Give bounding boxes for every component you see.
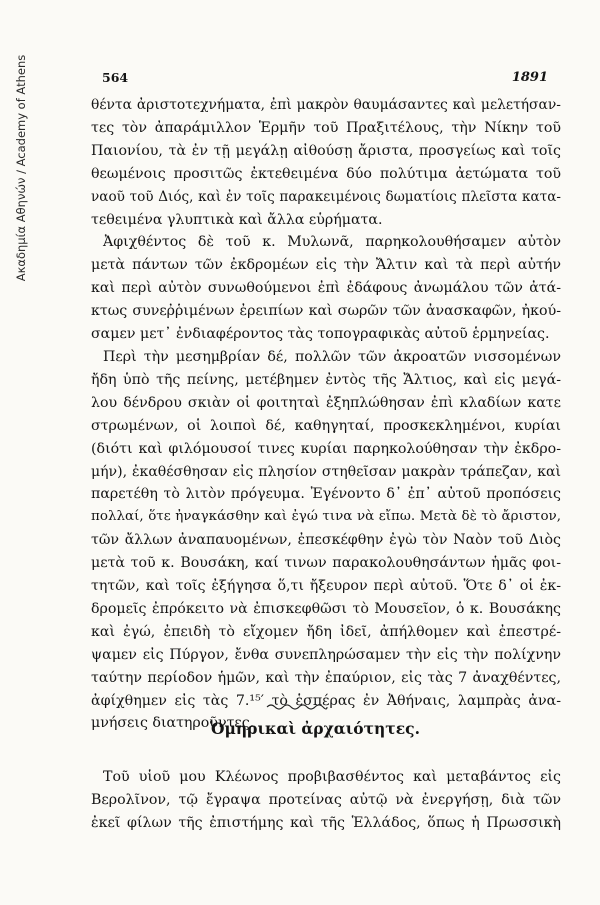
text-line: ἐκεῖ φίλων τῆς ἐπιστήμης καὶ τῆς Ἑλλάδος, ὅπως ἡ Πρωσσικὴ (91, 814, 561, 831)
text-line: θέντα ἀριστοτεχνήματα, ἐπὶ μακρὸν θαυμάσαντες καὶ μελετήσαν- (91, 97, 561, 113)
text-line: θεωμένοις προσιτῶς ἐκτεθειμένα δύο πολύτιμα ἀετώματα τοῦ (91, 165, 561, 182)
text-line: καὶ περὶ αὐτὸν συνωθούμενοι ἐπὶ ἐδάφους ἀνωμάλου τῶν ἀτά- (91, 280, 561, 297)
text-line: μετὰ πάντων τῶν ἐκδρομέων εἰς τὴν Ἄλτιν καὶ τὰ περὶ αὐτήν (91, 257, 561, 274)
ornament-divider (265, 702, 329, 712)
text-line: δρομεῖς ἐπρόκειτο νὰ ἐπισκεφθῶσι τὸ Μουσεῖον, ὁ κ. Βουσάκης (91, 600, 561, 617)
text-line: μετὰ τοῦ κ. Βουσάκη, καί τινων παρακολουθησάντων ἡμᾶς φοι- (91, 555, 561, 572)
text-line: μήν), ἐκαθέσθησαν εἰς πλησίον στηθεῖσαν μακρὰν τράπεζαν, καὶ (91, 463, 561, 480)
text-line: Περὶ τὴν μεσημβρίαν δέ, πολλῶν τῶν ἀκροατῶν νισσομένων (103, 348, 561, 365)
text-line: παρετέθη τὸ λιτὸν πρόγευμα. Ἐγένοντο δ᾽ ἐπ᾽ αὐτοῦ προπόσεις (91, 486, 561, 503)
section-heading: Ὁμηρικαὶ ἀρχαιότητες. (210, 719, 420, 738)
text-line: Βερολῖνον, τῷ ἔγραψα προτείνας αὐτῷ νὰ ἐνεργήσῃ, διὰ τῶν (91, 791, 561, 808)
page-number: 564 (102, 70, 129, 85)
text-line: ναοῦ τοῦ Διός, καὶ ἐν τοῖς παρακειμένοις δωματίοις πλεῖστα κατα- (91, 188, 561, 205)
text-line: τητῶν, καὶ τοῖς ἐξήγησα ὅ,τι ἤξευρον περὶ αὐτοῦ. Ὅτε δ᾽ οἱ ἐκ- (91, 578, 561, 595)
watermark-text: Ακαδημία Αθηνών / Academy of Athens (14, 54, 29, 282)
text-line: τῶν ἄλλων ἀναπαυομένων, ἐπεσκέφθην ἐγὼ τὸν Ναὸν τοῦ Διὸς (91, 532, 561, 549)
section-body (91, 766, 561, 835)
body-text (91, 94, 561, 735)
text-line: Παιονίου, τὰ ἐν τῇ μεγάλῃ αἰθούσῃ ἄριστα, προσγείως καὶ τοῖς (91, 142, 561, 159)
text-line: Τοῦ υἱοῦ μου Κλέωνος προβιβασθέντος καὶ μεταβάντος εἰς (103, 769, 561, 785)
page-header (102, 70, 548, 88)
text-line: Ἀφιχθέντος δὲ τοῦ κ. Μυλωνᾶ, παρηκολουθήσαμεν αὐτὸν (103, 234, 561, 251)
text-line: ἤδη ὑπὸ τῆς πείνης, μετέβημεν ἐντὸς τῆς Ἄλτιος, καὶ εἰς μεγά- (91, 371, 561, 388)
page-year: 1891 (511, 70, 548, 85)
text-line: λου δένδρου σκιὰν οἱ φοιτηταὶ ἐξηπλώθησαν ἐπὶ κλαδίων κατε (91, 394, 561, 411)
text-line: σαμεν μετ᾽ ἐνδιαφέροντος τὰς τοπογραφικὰς αὐτοῦ ἑρμηνείας. (91, 326, 550, 343)
text-line: τεθειμένα γλυπτικὰ καὶ ἄλλα εὑρήματα. (91, 211, 383, 228)
text-line: καὶ ἐγώ, ἐπειδὴ τὸ εἴχομεν ἤδη ἰδεῖ, ἀπήλθομεν καὶ ἐπεστρέ- (91, 623, 561, 640)
watermark (14, 18, 28, 318)
text-line: μνήσεις διατηροῦντες. (91, 715, 255, 732)
text-line: στρωμένων, οἱ λοιποὶ δέ, καθηγηταί, προσκεκλημένοι, κυρίαι (91, 417, 561, 434)
text-line: (διότι καὶ φιλόμουσοί τινες κυρίαι παρηκολούθησαν τὴν ἐκδρο- (91, 440, 561, 457)
text-line: ταύτην περίοδον ἡμῶν, καὶ τὴν ἐπαύριον, εἰς τὰς 7 ἀναχθέντες, (91, 669, 561, 686)
text-line: πολλαί, ὅτε ἠναγκάσθην καὶ ἐγώ τινα νὰ εἴπω. Μετὰ δὲ τὸ ἄριστον, (91, 509, 561, 525)
text-line: κτως συνεῤῥιμένων ἐρειπίων καὶ σωρῶν τῶν ἀνασκαφῶν, ἠκού- (91, 303, 561, 320)
text-line: τες τὸν ἀπαράμιλλον Ἑρμῆν τοῦ Πραξιτέλους, τὴν Νίκην τοῦ (91, 119, 561, 136)
text-line: ἀφίχθημεν εἰς τὰς 7.¹⁵′ τὸ ἑσπέρας ἐν Ἀθήναις, λαμπρὰς ἀνα- (91, 692, 561, 709)
text-line: ψαμεν εἰς Πύργον, ἔνθα συνεπληρώσαμεν τὴν εἰς τὴν πολίχνην (91, 646, 561, 663)
